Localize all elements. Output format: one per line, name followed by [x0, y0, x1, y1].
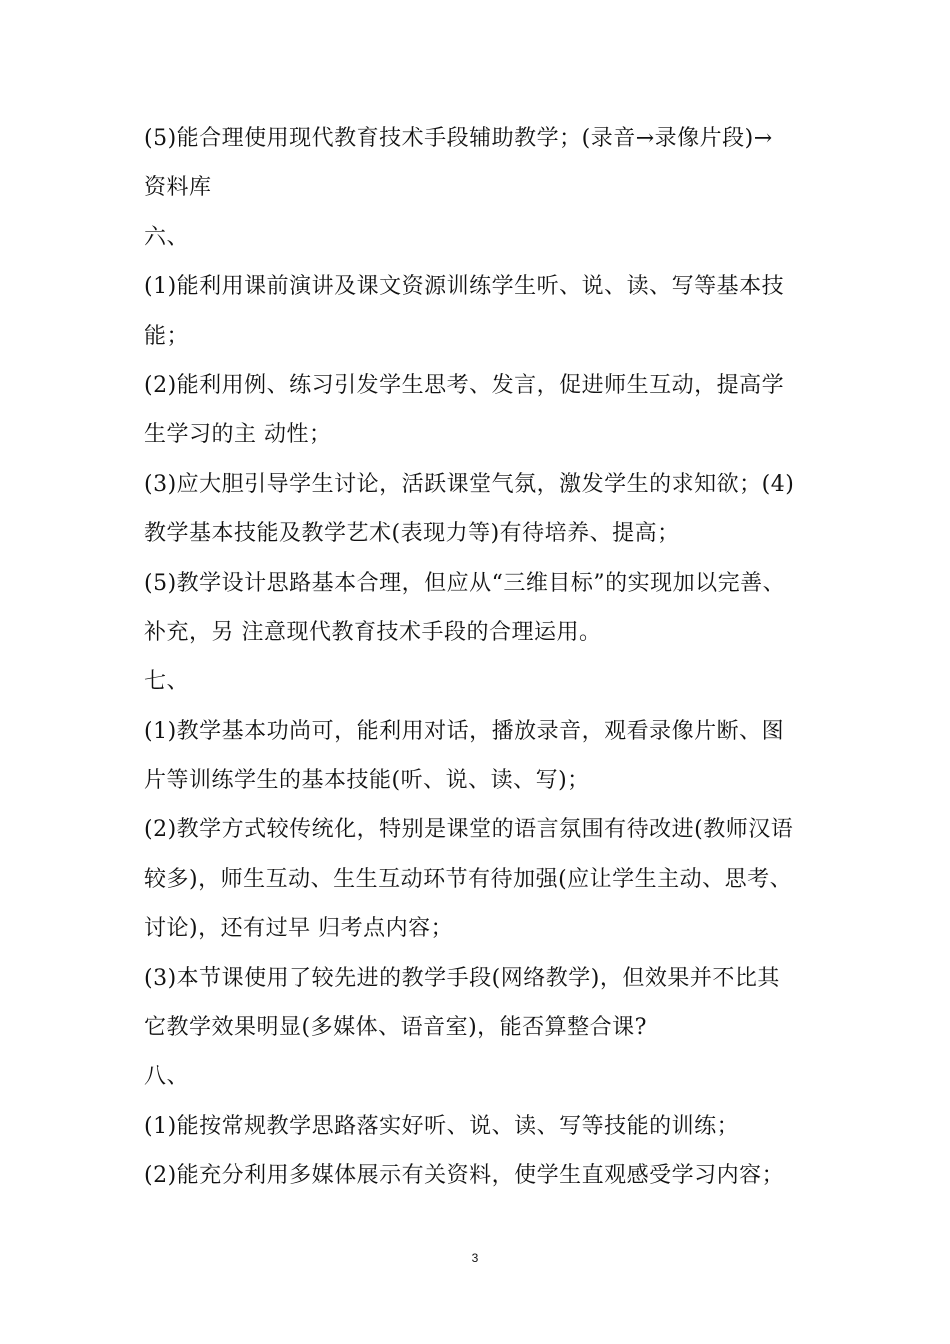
text-line: (3)本节课使用了较先进的教学手段(网络教学)，但效果并不比其	[144, 965, 780, 991]
text-line: 片等训练学生的基本技能(听、说、读、写)；	[144, 768, 590, 794]
text-line: (5)能合理使用现代教育技术手段辅助教学；(录音→录像片段)→	[144, 126, 773, 151]
text-line: (3)应大胆引导学生讨论，活跃课堂气氛，激发学生的求知欲；(4)	[144, 471, 795, 497]
text-line: 生学习的主 动性；	[144, 422, 332, 448]
text-line: 资料库	[144, 175, 212, 201]
section-heading: 七、	[144, 669, 190, 695]
text-line: (2)能充分利用多媒体展示有关资料，使学生直观感受学习内容；	[144, 1163, 785, 1189]
body-text	[144, 114, 820, 1201]
text-line: 能；	[144, 323, 190, 349]
text-line: (2)教学方式较传统化，特别是课堂的语言氛围有待改进(教师汉语	[144, 817, 794, 843]
text-line: (2)能利用例、练习引发学生思考、发言，促进师生互动，提高学	[144, 372, 785, 398]
text-line: 补充，另 注意现代教育技术手段的合理运用。	[144, 619, 602, 645]
page-number: 3	[471, 1251, 479, 1265]
text-line: (5)教学设计思路基本合理，但应从“三维目标”的实现加以完善、	[144, 570, 786, 596]
text-line: 教学基本技能及教学艺术(表现力等)有待培养、提高；	[144, 521, 680, 547]
text-line: 它教学效果明显(多媒体、语音室)，能否算整合课?	[144, 1015, 647, 1041]
text-line: 较多)，师生互动、生生互动环节有待加强(应让学生主动、思考、	[144, 866, 793, 892]
section-heading: 六、	[144, 224, 190, 250]
text-line: (1)能按常规教学思路落实好听、说、读、写等技能的训练；	[144, 1113, 740, 1139]
text-line: (1)教学基本功尚可，能利用对话，播放录音，观看录像片断、图	[144, 718, 785, 744]
section-heading: 八、	[144, 1064, 190, 1090]
text-line: (1)能利用课前演讲及课文资源训练学生听、说、读、写等基本技	[144, 274, 785, 300]
text-line: 讨论)，还有过早 归考点内容；	[144, 916, 454, 942]
